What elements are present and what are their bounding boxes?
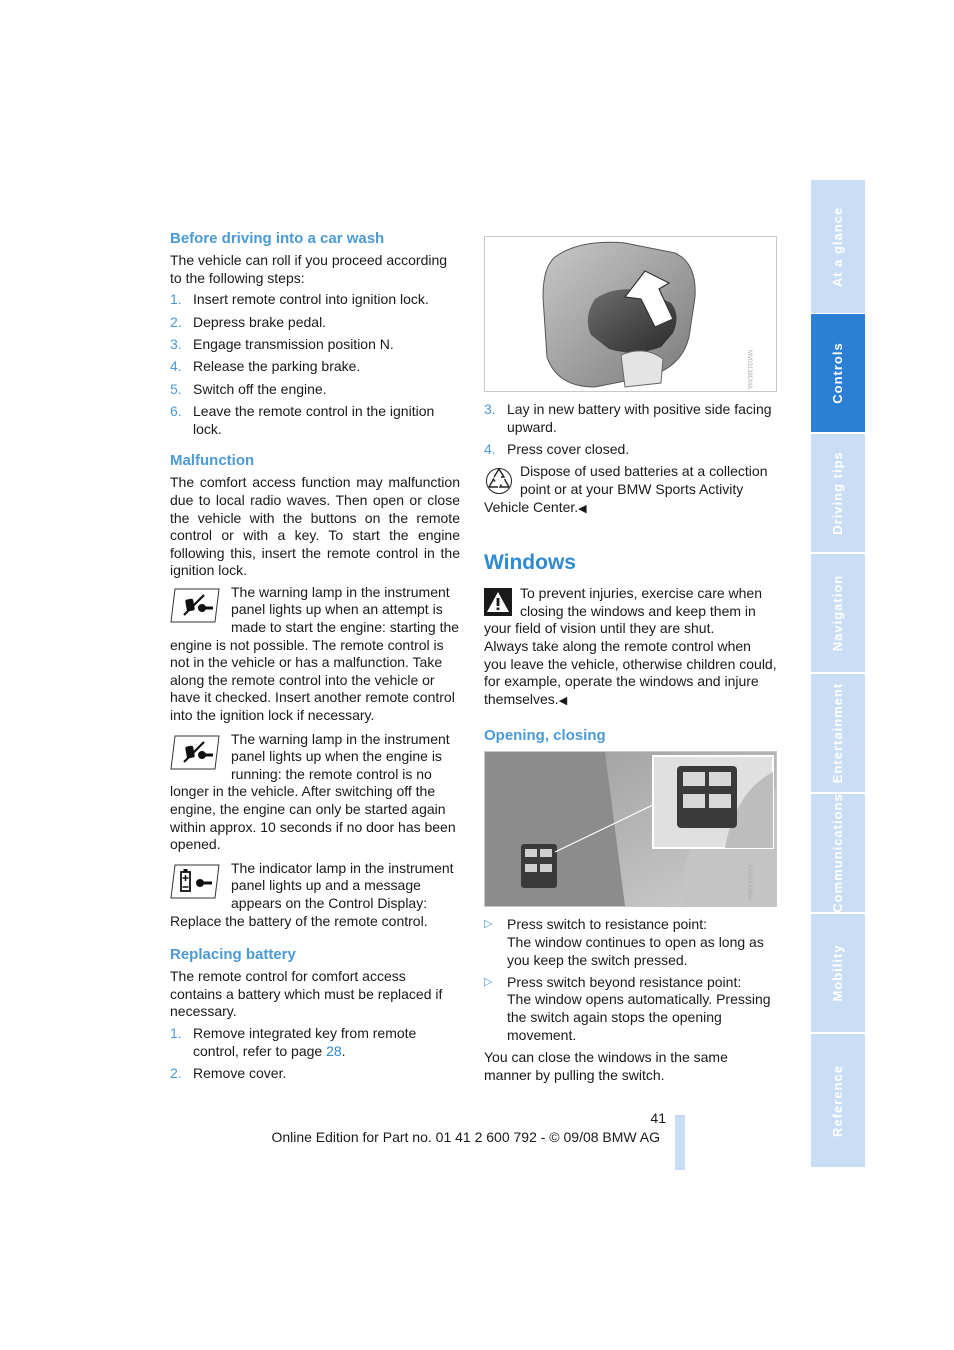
step-number: 2. (170, 313, 182, 330)
tab-communications[interactable] (811, 794, 865, 912)
step-number: 5. (170, 380, 182, 397)
carwash-intro: The vehicle can roll if you proceed according to the following steps: (170, 252, 448, 286)
step-number: 4. (170, 358, 182, 375)
triangle-bullet-icon: ▷ (484, 975, 493, 988)
list-item (170, 381, 460, 399)
list-item (170, 291, 460, 309)
list-item (170, 336, 460, 354)
tab-label: Mobility (830, 944, 846, 1002)
tab-controls[interactable] (811, 314, 865, 432)
left-column (170, 230, 460, 1087)
footer-text: Online Edition for Part no. 01 41 2 600 792 - © 09/08 BMW AG (271, 1129, 660, 1145)
step-end: . (341, 1042, 346, 1059)
end-mark: ◀ (578, 502, 587, 515)
tab-label: Controls (830, 342, 846, 404)
list-item (170, 1025, 460, 1060)
svg-text:MV03133MA: MV03133MA (746, 865, 752, 900)
carwash-heading: Before driving into a car wash (170, 230, 385, 247)
step-number: 3. (170, 335, 182, 352)
dispose-text: Dispose of used batteries at a collection point or at your BMW Sports Activity Vehicle Center. (484, 463, 768, 515)
warning-text: To prevent injuries, exercise care when closing the windows and keep them in your field of vision until they are shut. (484, 585, 763, 637)
step-text: Depress brake pedal. (193, 313, 327, 330)
key-warning-icon (170, 734, 220, 771)
key-warning-icon (170, 587, 220, 624)
bullet-title: Press switch beyond resistance point: (507, 973, 742, 990)
page-link[interactable]: 28 (326, 1042, 342, 1059)
tab-label: At a glance (830, 206, 846, 287)
warning-triangle-icon (484, 588, 512, 616)
malfunction-note-3 (170, 860, 460, 930)
list-item (170, 1065, 460, 1083)
list-item (484, 441, 777, 459)
step-text: Release the parking brake. (193, 358, 361, 375)
battery-heading: Replacing battery (170, 946, 296, 964)
list-item (170, 403, 460, 438)
bullet-title: Press switch to resistance point: (507, 916, 707, 933)
tab-mobility[interactable] (811, 914, 865, 1032)
step-text: Leave the remote control in the ignition lock. (193, 403, 435, 437)
list-item (170, 314, 460, 332)
triangle-bullet-icon: ▷ (484, 918, 493, 931)
step-number: 3. (484, 401, 496, 417)
page-number: 41 (650, 1110, 666, 1126)
tab-label: Entertainment (830, 682, 846, 784)
malfunction-text: The comfort access function may malfunction due to local radio waves. Then open or close the vehicle with the buttons on the remote control or with a key. To start the engine following this, insert the remote control in the ignition lock. (170, 474, 460, 579)
tab-label: Reference (830, 1064, 846, 1137)
note-text: The warning lamp in the instrument panel lights up when an attempt is made to start the engine: starting the engine is not possible. The remote control is not in the vehicle or has a malfunction. Take along the remote control into the vehicle or have it checked. Insert another remote control into the ignition lock if necessary. (170, 583, 460, 724)
switch-instructions (484, 916, 777, 1044)
list-item (170, 358, 460, 376)
warning-text-2: Always take along the remote control when you leave the vehicle, otherwise children could, for example, operate the windows and injure themselves. (484, 637, 777, 707)
step-number: 4. (484, 440, 496, 457)
malfunction-heading: Malfunction (170, 452, 255, 470)
malfunction-note-1 (170, 584, 460, 725)
list-item (484, 401, 777, 436)
malfunction-note-2 (170, 731, 460, 854)
page-marker-bar (675, 1115, 685, 1170)
step-text: Switch off the engine. (193, 380, 327, 397)
bullet-text: The window continues to open as long as you keep the switch pressed. (507, 933, 764, 968)
list-item (484, 974, 777, 1044)
dispose-note (484, 463, 777, 518)
closing-text: You can close the windows in the same manner by pulling the switch. (484, 1049, 728, 1083)
tab-entertainment[interactable] (811, 674, 865, 792)
step-text: Remove cover. (193, 1064, 287, 1081)
tab-label: Driving tips (830, 451, 846, 535)
end-mark: ◀ (558, 694, 568, 707)
chapter-tabs (811, 180, 865, 1167)
step-text: Insert remote control into ignition lock. (193, 291, 429, 308)
step-number: 6. (170, 403, 182, 420)
list-item (484, 916, 777, 969)
step-number: 1. (170, 291, 182, 308)
battery-intro: The remote control for comfort access contains a battery which must be replaced if necessary. (170, 968, 443, 1020)
step-text: Remove integrated key from remote control, refer to page (193, 1024, 417, 1059)
svg-text:MV03138CMA: MV03138CMA (746, 350, 752, 390)
key-battery-icon (170, 863, 220, 900)
step-number: 2. (170, 1064, 182, 1081)
step-text: Engage transmission position N. (193, 335, 394, 352)
right-column (484, 236, 777, 1084)
note-text: The indicator lamp in the instrument panel lights up and a message appears on the Control Display: Replace the battery of the remote control. (170, 859, 454, 929)
windows-heading: Windows (484, 551, 576, 575)
window-switch-figure (484, 751, 777, 907)
note-text: The warning lamp in the instrument panel lights up when the engine is running: the remote control is no longer in the vehicle. After switching off the engine, the engine can only be started again within approx. 10 seconds if no door has been opened. (170, 730, 456, 853)
remote-battery-figure (484, 236, 777, 392)
windows-warning (484, 585, 777, 710)
tab-reference[interactable] (811, 1034, 865, 1167)
carwash-steps (170, 291, 460, 438)
step-text: Press cover closed. (507, 440, 630, 457)
tab-label: Communications (830, 793, 846, 913)
recycle-icon (484, 465, 514, 495)
tab-at-a-glance[interactable] (811, 180, 865, 313)
battery-steps (170, 1025, 460, 1083)
tab-navigation[interactable] (811, 554, 865, 672)
bullet-text: The window opens automatically. Pressing the switch again stops the opening movement. (507, 991, 771, 1043)
opening-closing-heading: Opening, closing (484, 727, 606, 745)
battery-steps-continued (484, 401, 777, 459)
tab-driving-tips[interactable] (811, 434, 865, 552)
step-text: Lay in new battery with positive side facing upward. (507, 401, 772, 435)
tab-label: Navigation (830, 574, 846, 652)
step-number: 1. (170, 1024, 182, 1041)
